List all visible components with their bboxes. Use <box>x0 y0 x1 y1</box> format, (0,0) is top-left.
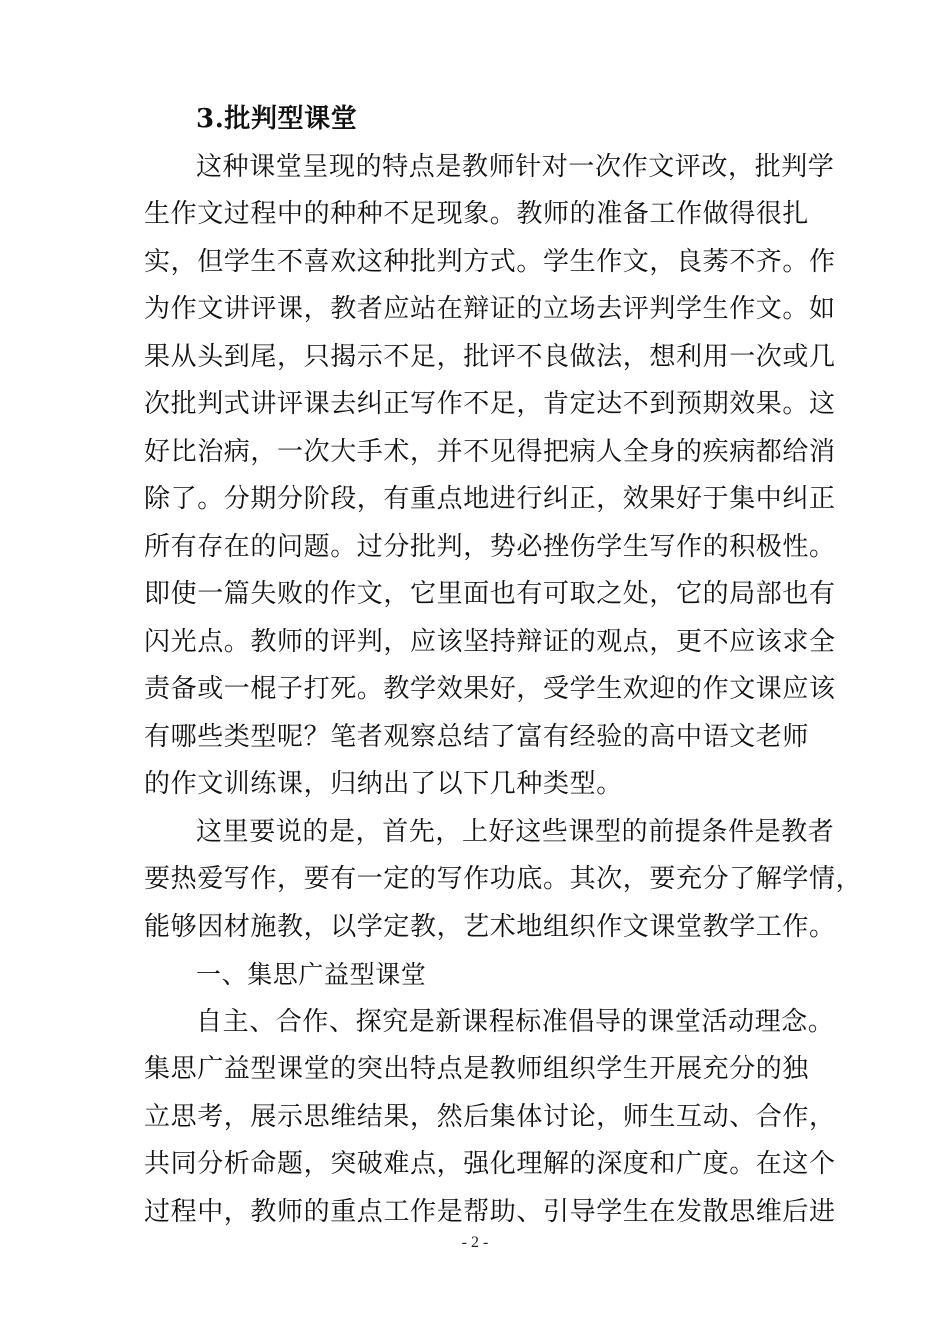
text-line: 闪光点。教师的评判，应该坚持辩证的观点，更不应该求全 <box>144 626 836 657</box>
text-line: 为作文讲评课，教者应站在辩证的立场去评判学生作文。如 <box>144 294 836 324</box>
text-line: 有哪些类型呢？笔者观察总结了富有经验的高中语文老师 <box>144 721 810 752</box>
text-line: 责备或一棍子打死。教学效果好，受学生欢迎的作文课应该 <box>144 674 836 704</box>
text-line: 这种课堂呈现的特点是教师针对一次作文评改，批判学 <box>196 151 835 182</box>
text-line: 过程中，教师的重点工作是帮助、引导学生在发散思维后进 <box>144 1196 836 1227</box>
section-title: 3.批判型课堂 <box>196 104 358 134</box>
text-line: 果从头到尾，只揭示不足，批评不良做法，想利用一次或几 <box>144 341 836 372</box>
text-line: 集思广益型课堂的突出特点是教师组织学生开展充分的独 <box>144 1054 810 1084</box>
text-line: 能够因材施教，以学定教，艺术地组织作文课堂教学工作。 <box>144 911 836 942</box>
text-line: 好比治病，一次大手术，并不见得把病人全身的疾病都给消 <box>144 436 836 467</box>
subsection-title: 一、集思广益型课堂 <box>196 960 427 989</box>
text-line: 所有存在的问题。过分批判，势必挫伤学生写作的积极性。 <box>144 531 836 562</box>
text-line: 这里要说的是，首先，上好这些课型的前提条件是教者 <box>196 816 835 847</box>
text-line: 的作文训练课，归纳出了以下几种类型。 <box>144 769 623 799</box>
text-line: 要热爱写作，要有一定的写作功底。其次，要充分了解学情， <box>144 864 863 894</box>
paragraph-prerequisites <box>144 809 863 952</box>
text-line: 次批判式讲评课去纠正写作不足，肯定达不到预期效果。这 <box>144 389 836 419</box>
paragraph-brainstorm <box>144 999 836 1237</box>
text-line: 生作文过程中的种种不足现象。教师的准备工作做得很扎 <box>144 199 810 229</box>
text-line: 共同分析命题，突破难点，强化理解的深度和广度。在这个 <box>144 1149 836 1179</box>
text-line: 即使一篇失败的作文，它里面也有可取之处，它的局部也有 <box>144 579 836 609</box>
text-line: 实，但学生不喜欢这种批判方式。学生作文，良莠不齐。作 <box>144 246 836 277</box>
page-number: - 2 - <box>461 1234 489 1251</box>
document-body <box>144 96 863 1236</box>
paragraph-critique <box>144 144 836 809</box>
text-line: 除了。分期分阶段，有重点地进行纠正，效果好于集中纠正 <box>144 484 836 514</box>
text-line: 自主、合作、探究是新课程标准倡导的课堂活动理念。 <box>196 1006 835 1037</box>
text-line: 立思考，展示思维结果，然后集体讨论，师生互动、合作， <box>144 1101 836 1132</box>
